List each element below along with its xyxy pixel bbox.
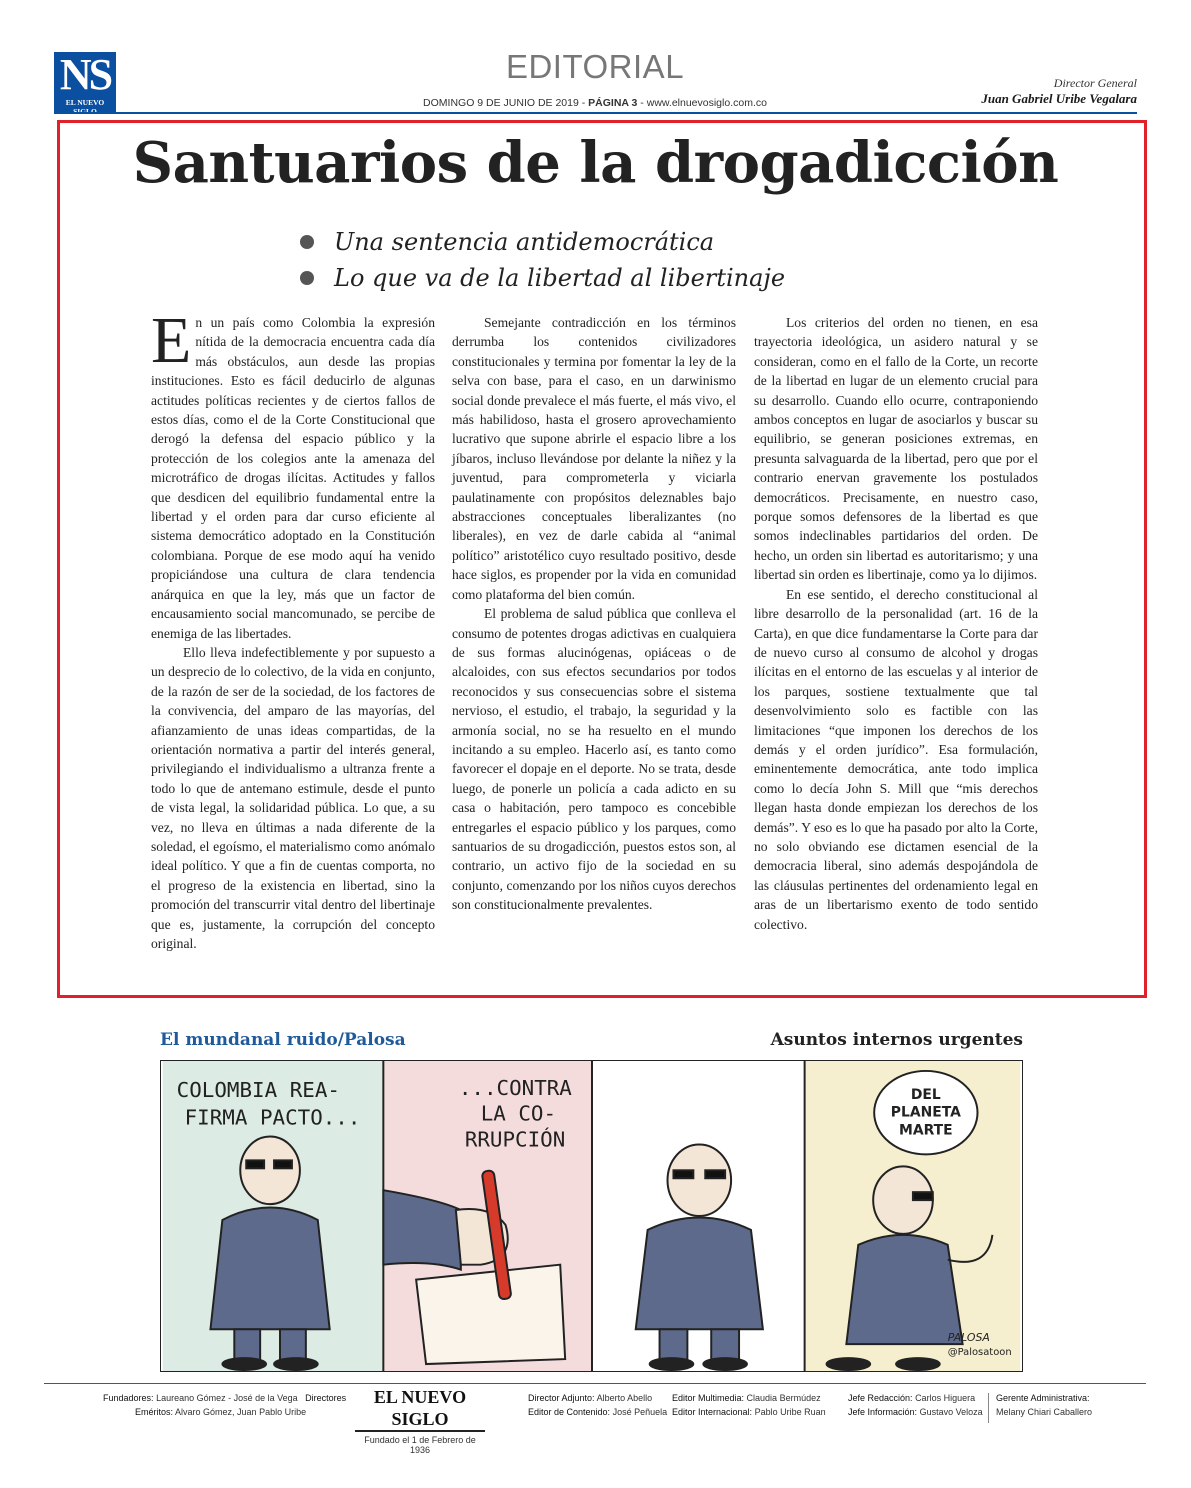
director-name: Juan Gabriel Uribe Vegalara <box>981 91 1137 106</box>
bubble-text: DEL <box>910 1086 941 1103</box>
footer-brand <box>355 1386 485 1455</box>
panel-2-caption: ...CONTRA <box>458 1075 572 1100</box>
paragraph: Semejante contradicción en los términos derrumba los contenidos civilizadores constitucionales y termina por fomentar la ley de la selva con base, para el caso, en un darwinismo social donde prevalece el más fuerte, el más vivo, el más habilidoso, hasta el grosero aprovechamiento lucrativo que supone abrirle el espacio libre a los jíbaros, incluso llevándose por delante la niñez y la juventud, para comprometerla y viciarla paulatinamente con propósitos deleznables bajo abstracciones conceptuales liberalizantes (no liberales), en vez de darle cabida al “animal político” aristotélico cuyo resultado positivo, desde hace siglos, es propender por la vida en comunidad como plataforma del bien común. <box>452 315 736 602</box>
section-title: EDITORIAL <box>505 48 685 85</box>
information-label: Jefe Información: <box>848 1407 918 1417</box>
paragraph: El problema de salud pública que conlleva el consumo de potentes drogas adictivas en cualquiera de sus formas alucinógenas, opiáceas o de alcaloides, con sus efectos secundarios por todos reconocidos y sus consecuencias sobre el sistema nervioso, el estudio, el trabajo, la seguridad y la armonía social, no se ha resuelto en el mundo incitando a su empleo. Hacerlo así, es tanto como favorecer el dopaje en el deporte. No se trata, desde luego, de ponerle un policía a cada adicto en su casa o habitación, pero tampoco es concebible entregarles el espacio público y los parques, como santuarios de su drogadicción, puestos estos son, al contrario, un activo fijo de la sociedad en su conjunto, comenzando por los niños cuyos derechos son constitucionalmente prevalentes. <box>452 606 736 913</box>
newspaper-logo[interactable] <box>54 52 116 114</box>
international-editor: Pablo Uribe Ruan <box>754 1407 826 1417</box>
founders: Laureano Gómez - José de la Vega <box>156 1393 298 1403</box>
article-column-3 <box>754 313 1038 934</box>
paragraph: Los criterios del orden no tienen, en esa trayectoria ideológica, un asidero natural y se consideran, como en el fallo de la Corte, un recorte de la libertad en lugar de un elemento crucial para su desarrollo. Cuando ello ocurre, contraponiendo ambos conceptos en lugar de asociarlos y buscar su equilibrio, se generan posiciones extremas, en presunta salvaguarda de la libertad, pero que por el contrario enervan gravemente los postulados democráticos. Precisamente, en nuestro caso, porque somos defensores de la libertad es que somos indeclinables partidarios del orden. De hecho, un orden sin libertad es autoritarismo; y una libertad sin orden es libertinaje, como ya lo dijimos. <box>754 315 1038 583</box>
manager-label: Gerente Administrativa: <box>996 1393 1090 1403</box>
panel-1-caption: FIRMA PACTO... <box>184 1105 361 1130</box>
emeritus-label: Eméritos: <box>135 1407 174 1417</box>
brand-founded: Fundado el 1 de Febrero de 1936 <box>364 1435 476 1455</box>
paragraph-text: n un país como Colombia la expresión nítida de la democracia encuentra cada día más obstáculos, aun desde las propias instituciones. Esto es fácil deducirlo de algunas actitudes políticas recientes y de ciertos fallos de estos días, como el de la Corte Constitucional que derogó la defensa del espacio público y la protección de los colegios ante la amenaza del microtráfico de drogas ilícitas. Actitudes y fallos que desdicen del equilibrio fundamental entre la libertad y el orden para dar curso eficiente al sistema democrático adoptado en la Constitución colombiana. Porque de ese modo aquí ha venido propiciándose una cultura de clara tendencia anárquica en que la ley, más que un factor de encausamiento social mancomunado, se percibe de enemiga de las libertades. <box>151 315 435 641</box>
panel-2-caption: RRUPCIÓN <box>464 1127 566 1152</box>
subhead <box>300 260 785 296</box>
bullet-icon <box>300 235 314 249</box>
date: DOMINGO 9 DE JUNIO DE 2019 <box>423 97 579 109</box>
artist-signature: PALOSA <box>947 1331 990 1345</box>
paragraph: Ello lleva indefectiblemente y por supuesto a un desprecio de lo colectivo, de la vida en conjunto, de la razón de ser de la sociedad, de los factores de la convivencia, del amparo de las mayorías, del afianzamiento de unas ideas compartidas, de la orientación normativa a partir del interés general, privilegiando el individualismo a ultranza frente a todo lo que de antemano estimule, desde el punto de vista legal, la solidaridad pública. Lo que, a su vez, no lleva en últimas a nada diferente de la soledad, el egoísmo, el materialismo como anómalo ideal político. Y que a fin de cuentas comporta, no el progreso de la existencia en libertad, sino la promoción del transcurrir vital dentro del libertinaje que es, justamente, la corrupción del concepto original. <box>151 644 435 951</box>
footer-editors-2 <box>672 1391 826 1419</box>
content-editor: José Peñuela <box>612 1407 668 1417</box>
international-label: Editor Internacional: <box>672 1407 753 1417</box>
bubble-text: PLANETA <box>890 1104 961 1121</box>
paragraph <box>151 304 435 643</box>
subhead-text: Lo que va de la libertad al libertinaje <box>334 264 786 292</box>
dateline: DOMINGO 9 DE JUNIO DE 2019 - PÁGINA 3 - www.elnuevosiglo.com.co <box>423 97 767 109</box>
multimedia-label: Editor Multimedia: <box>672 1393 745 1403</box>
footer-rule <box>44 1383 1146 1384</box>
page-number: PÁGINA 3 <box>588 97 638 109</box>
panel-2-caption: LA CO- <box>480 1101 557 1126</box>
subheads <box>300 224 785 296</box>
masthead-rule <box>54 112 1137 114</box>
bullet-icon <box>300 271 314 285</box>
article-column-1 <box>151 304 435 953</box>
cartoon-title: Asuntos internos urgentes <box>770 1030 1023 1050</box>
subhead <box>300 224 785 260</box>
logo-initials: NS <box>59 50 111 99</box>
footer-divider <box>988 1393 989 1423</box>
directors-label: Directores <box>305 1393 347 1403</box>
artist-handle: @Palosatoon <box>947 1347 1012 1359</box>
content-label: Editor de Contenido: <box>528 1407 611 1417</box>
bubble-text: MARTE <box>899 1122 953 1139</box>
drop-cap: E <box>151 304 192 377</box>
footer-manager <box>996 1391 1092 1419</box>
paragraph: En ese sentido, el derecho constitucional al libre desarrollo de la personalidad (art. 16 de la Carta), en que dice fundamentarse la Corte para dar de nuevo curso al consumo de alcohol y drogas ilícitas en el entorno de las escuelas y al interior de los parques, sostiene textualmente que tal desenvolvimiento solo es factible con las limitaciones “que imponen los derechos de los demás y el orden jurídico”. Esa formulación, eminentemente democrática, ante todo implica como lo decía John S. Mill que “mis derechos llegan hasta donde empiezan los derechos de los demás”. Y eso es lo que ha pasado por alto la Corte, no solo obviando ese dictamen esencial de la democracia liberal, sino además despojándola de las cláusulas pertinentes del ordenamiento legal en aras de un libertarismo exento de todo sentido colectivo. <box>754 586 1038 932</box>
redaction-chief: Carlos Higuera <box>915 1393 976 1403</box>
cartoon-strip <box>160 1060 1023 1372</box>
logo-name: EL NUEVO <box>65 98 105 107</box>
panel-1-caption: COLOMBIA REA- <box>176 1077 340 1102</box>
manager: Melany Chiari Caballero <box>996 1407 1093 1417</box>
director-block <box>981 76 1137 107</box>
website-link[interactable]: www.elnuevosiglo.com.co <box>646 97 767 109</box>
headline: Santuarios de la drogadicción <box>132 130 1059 196</box>
adjunct: Alberto Abello <box>596 1393 653 1403</box>
emeritus: Alvaro Gómez, Juan Pablo Uribe <box>175 1407 307 1417</box>
founders-label: Fundadores: <box>103 1393 154 1403</box>
director-role: Director General <box>1053 76 1137 90</box>
adjunct-label: Director Adjunto: <box>528 1393 595 1403</box>
article-column-2 <box>452 313 736 915</box>
footer-founders <box>103 1391 346 1419</box>
cartoon-section-title: El mundanal ruido/Palosa <box>160 1030 406 1050</box>
redaction-label: Jefe Redacción: <box>848 1393 913 1403</box>
subhead-text: Una sentencia antidemocrática <box>334 228 715 256</box>
multimedia-editor: Claudia Bermúdez <box>746 1393 821 1403</box>
information-chief: Gustavo Veloza <box>919 1407 983 1417</box>
footer-chiefs <box>848 1391 983 1419</box>
masthead <box>0 0 1191 118</box>
footer-editors-1 <box>528 1391 667 1419</box>
brand-name: EL NUEVO SIGLO <box>355 1386 485 1432</box>
